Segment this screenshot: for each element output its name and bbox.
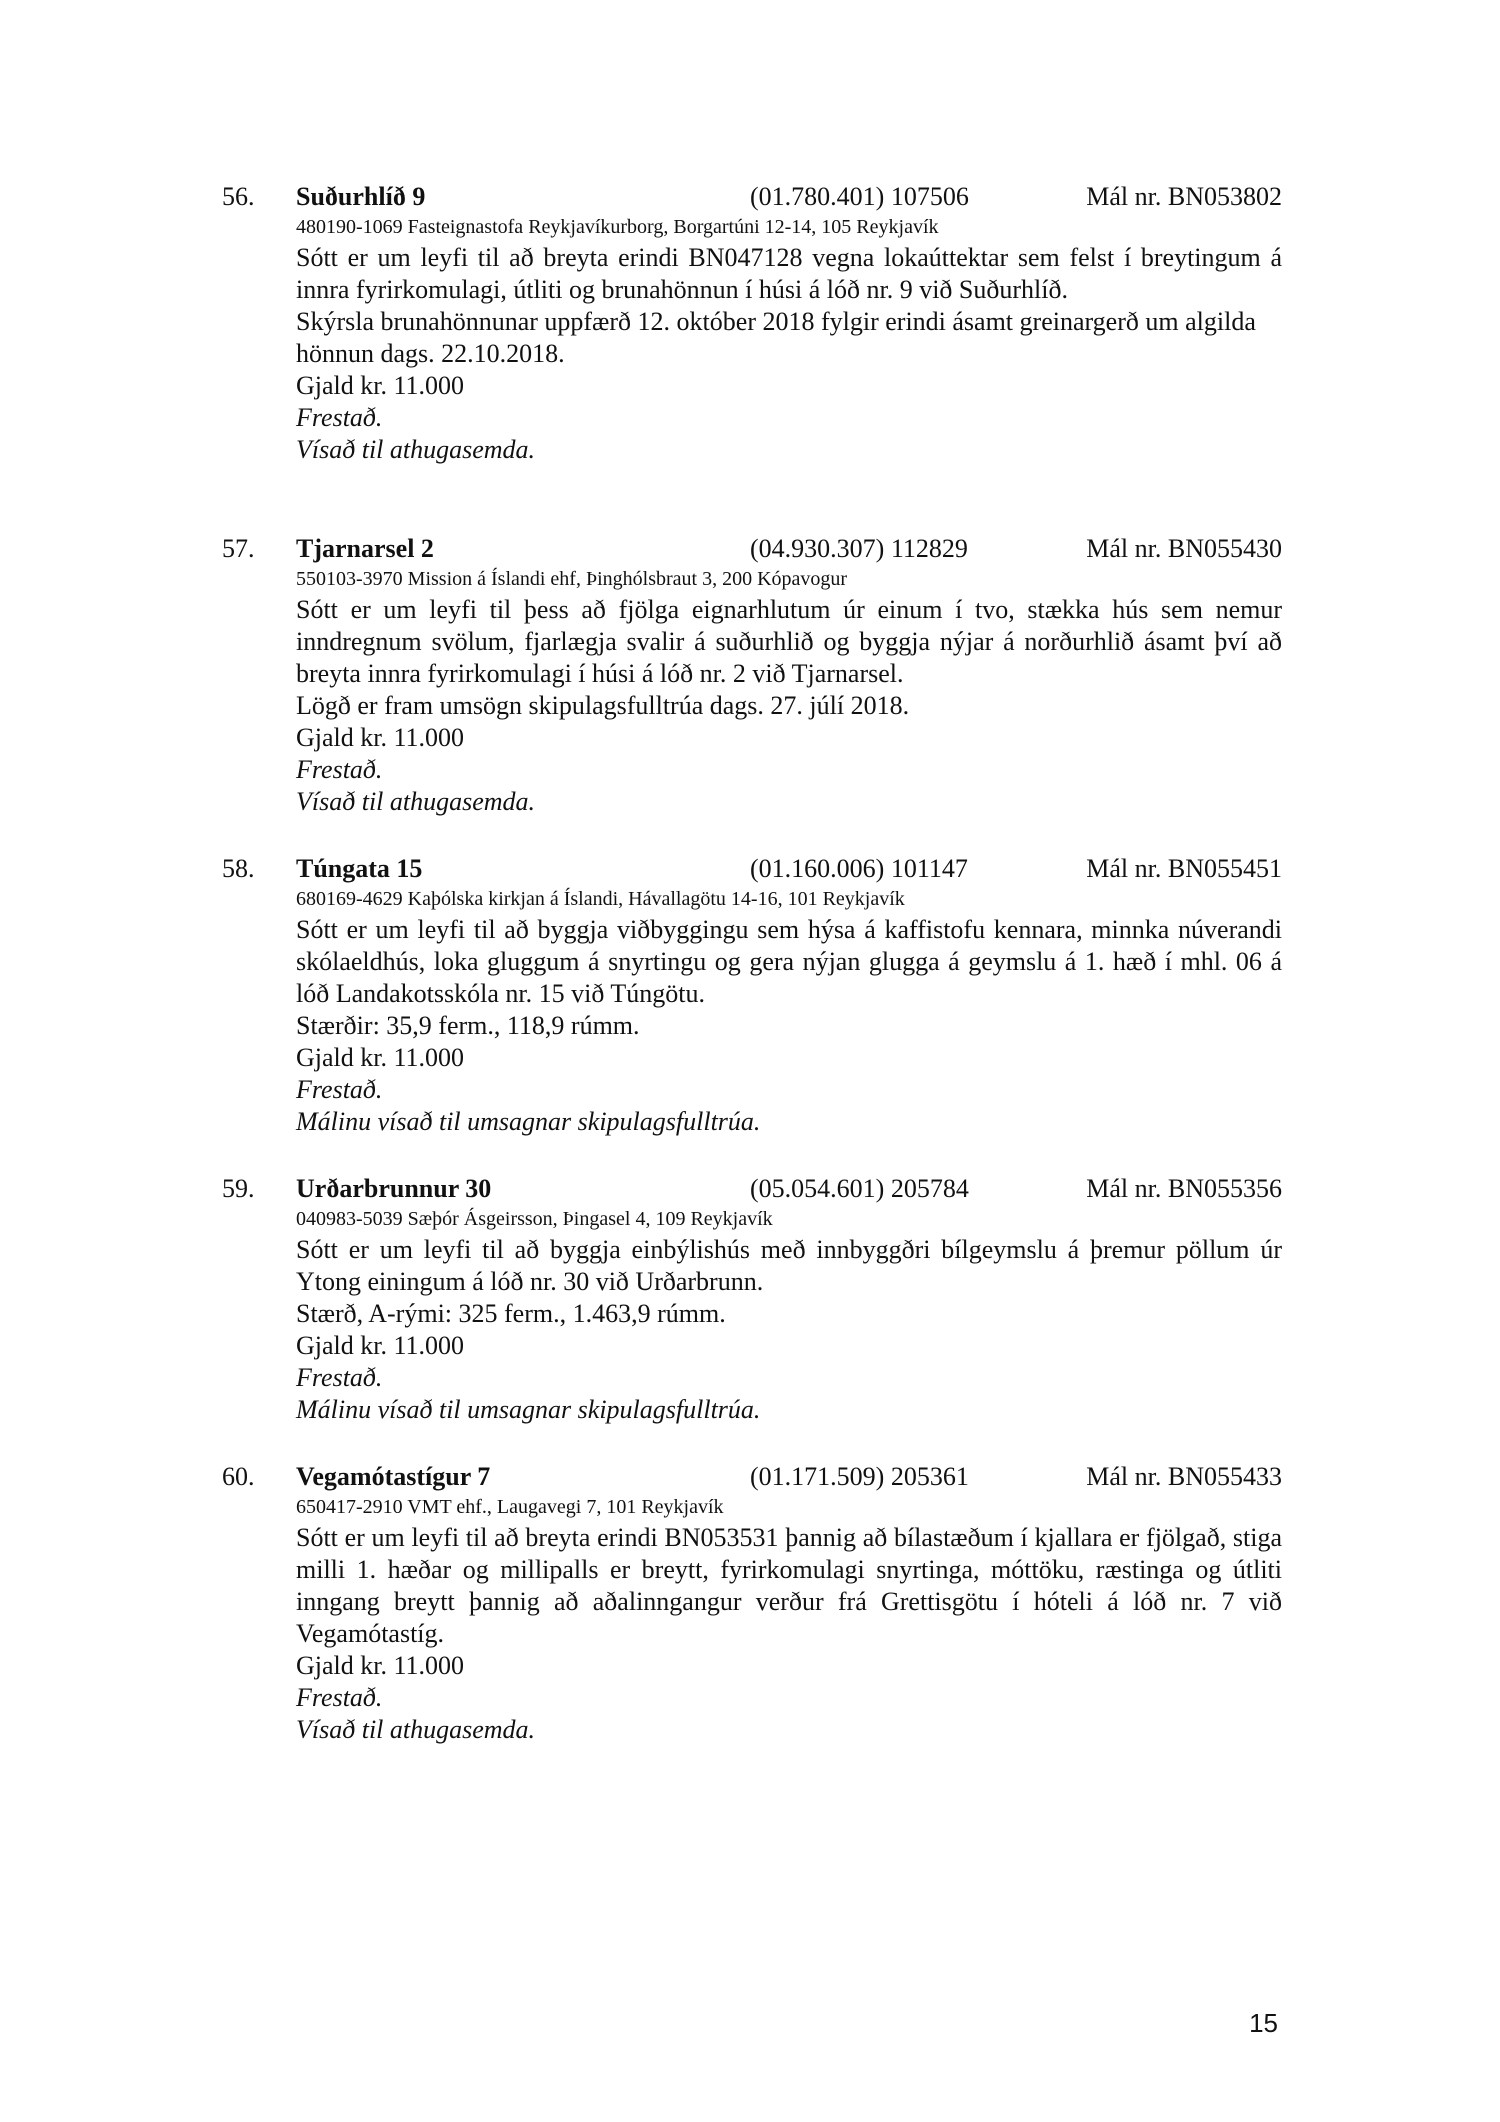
- case-entry: [222, 852, 1282, 1138]
- property-address: Tjarnarsel 2: [296, 534, 434, 563]
- note: Lögð er fram umsögn skipulagsfulltrúa dags. 27. júlí 2018.: [296, 691, 910, 720]
- referral: Vísað til athugasemda.: [296, 1715, 536, 1744]
- entry-number: 60.: [222, 1462, 255, 1491]
- referral: Málinu vísað til umsagnar skipulagsfulltrúa.: [296, 1107, 761, 1136]
- page-number: 15: [1249, 2008, 1278, 2038]
- fee: Gjald kr. 11.000: [296, 1043, 465, 1072]
- decision: Frestað.: [296, 1363, 383, 1392]
- land-reference: (01.160.006) 101147: [750, 854, 968, 883]
- property-address: Urðarbrunnur 30: [296, 1174, 492, 1203]
- description: Sótt er um leyfi til að breyta erindi BN047128 vegna lokaúttektar sem felst í breytingum á innra fyrirkomulagi, útliti og brunahönnun í húsi á lóð nr. 9 við Suðurhlíð.: [296, 243, 1282, 304]
- entry-header: [222, 852, 1282, 886]
- entry-number: 59.: [222, 1174, 255, 1203]
- land-reference: (01.171.509) 205361: [750, 1462, 969, 1491]
- entry-body: [296, 1206, 1282, 1426]
- case-number: Mál nr. BN055430: [1086, 534, 1282, 563]
- land-reference: (04.930.307) 112829: [750, 534, 968, 563]
- entry-number: 56.: [222, 182, 255, 211]
- entry-number: 58.: [222, 854, 255, 883]
- case-number: Mál nr. BN055451: [1086, 854, 1282, 883]
- note: Stærðir: 35,9 ferm., 118,9 rúmm.: [296, 1011, 640, 1040]
- case-entry: [222, 532, 1282, 818]
- property-address: Túngata 15: [296, 854, 423, 883]
- case-entry: [222, 1460, 1282, 1746]
- applicant: 040983-5039 Sæþór Ásgeirsson, Þingasel 4, 109 Reykjavík: [296, 1208, 773, 1230]
- entry-body: [296, 886, 1282, 1138]
- fee: Gjald kr. 11.000: [296, 1651, 465, 1680]
- applicant: 550103-3970 Mission á Íslandi ehf, Þinghólsbraut 3, 200 Kópavogur: [296, 568, 848, 590]
- fee: Gjald kr. 11.000: [296, 723, 465, 752]
- decision: Frestað.: [296, 1683, 383, 1712]
- description: Sótt er um leyfi til að byggja viðbyggingu sem hýsa á kaffistofu kennara, minnka núverandi skólaeldhús, loka gluggum á snyrtingu og gera nýjan glugga á geymslu á 1. hæð í mhl. 06 á lóð Landakotsskóla nr. 15 við Túngötu.: [296, 915, 1282, 1008]
- case-number: Mál nr. BN053802: [1086, 182, 1282, 211]
- referral: Vísað til athugasemda.: [296, 787, 536, 816]
- note: Stærð, A-rými: 325 ferm., 1.463,9 rúmm.: [296, 1299, 726, 1328]
- description: Sótt er um leyfi til að breyta erindi BN053531 þannig að bílastæðum í kjallara er fjölgað, stiga milli 1. hæðar og millipalls er breytt, fyrirkomulagi snyrtinga, móttöku, ræstinga og útliti inngang breytt þannig að aðalinngangur verður frá Grettisgötu í hóteli á lóð nr. 7 við Vegamótastíg.: [296, 1523, 1282, 1648]
- decision: Frestað.: [296, 1075, 383, 1104]
- description: Sótt er um leyfi til þess að fjölga eignarhlutum úr einum í tvo, stækka hús sem nemur inndregnum svölum, fjarlægja svalir á suðurhlið og byggja nýjar á norðurhlið ásamt því að breyta innra fyrirkomulagi í húsi á lóð nr. 2 við Tjarnarsel.: [296, 595, 1282, 688]
- property-address: Suðurhlíð 9: [296, 182, 426, 211]
- decision: Frestað.: [296, 755, 383, 784]
- land-reference: (01.780.401) 107506: [750, 182, 969, 211]
- applicant: 650417-2910 VMT ehf., Laugavegi 7, 101 Reykjavík: [296, 1496, 724, 1518]
- note: Skýrsla brunahönnunar uppfærð 12. október 2018 fylgir erindi ásamt greinargerð um algilda hönnun dags. 22.10.2018.: [296, 307, 1256, 368]
- entry-number: 57.: [222, 534, 255, 563]
- entry-header: [222, 532, 1282, 566]
- referral: Vísað til athugasemda.: [296, 435, 536, 464]
- case-number: Mál nr. BN055356: [1086, 1174, 1282, 1203]
- fee: Gjald kr. 11.000: [296, 1331, 465, 1360]
- referral: Málinu vísað til umsagnar skipulagsfulltrúa.: [296, 1395, 761, 1424]
- applicant: 480190-1069 Fasteignastofa Reykjavíkurborg, Borgartúni 12-14, 105 Reykjavík: [296, 216, 939, 238]
- description: Sótt er um leyfi til að byggja einbýlishús með innbyggðri bílgeymslu á þremur pöllum úr Ytong einingum á lóð nr. 30 við Urðarbrunn.: [296, 1235, 1282, 1296]
- entry-body: [296, 214, 1282, 466]
- property-address: Vegamótastígur 7: [296, 1462, 491, 1491]
- decision: Frestað.: [296, 403, 383, 432]
- entry-body: [296, 1494, 1282, 1746]
- entry-header: [222, 1172, 1282, 1206]
- entry-header: [222, 1460, 1282, 1494]
- land-reference: (05.054.601) 205784: [750, 1174, 969, 1203]
- case-entry: [222, 1172, 1282, 1426]
- entry-header: [222, 180, 1282, 214]
- fee: Gjald kr. 11.000: [296, 371, 465, 400]
- case-entry: [222, 180, 1282, 466]
- case-number: Mál nr. BN055433: [1086, 1462, 1282, 1491]
- entry-body: [296, 566, 1282, 818]
- applicant: 680169-4629 Kaþólska kirkjan á Íslandi, Hávallagötu 14-16, 101 Reykjavík: [296, 888, 905, 910]
